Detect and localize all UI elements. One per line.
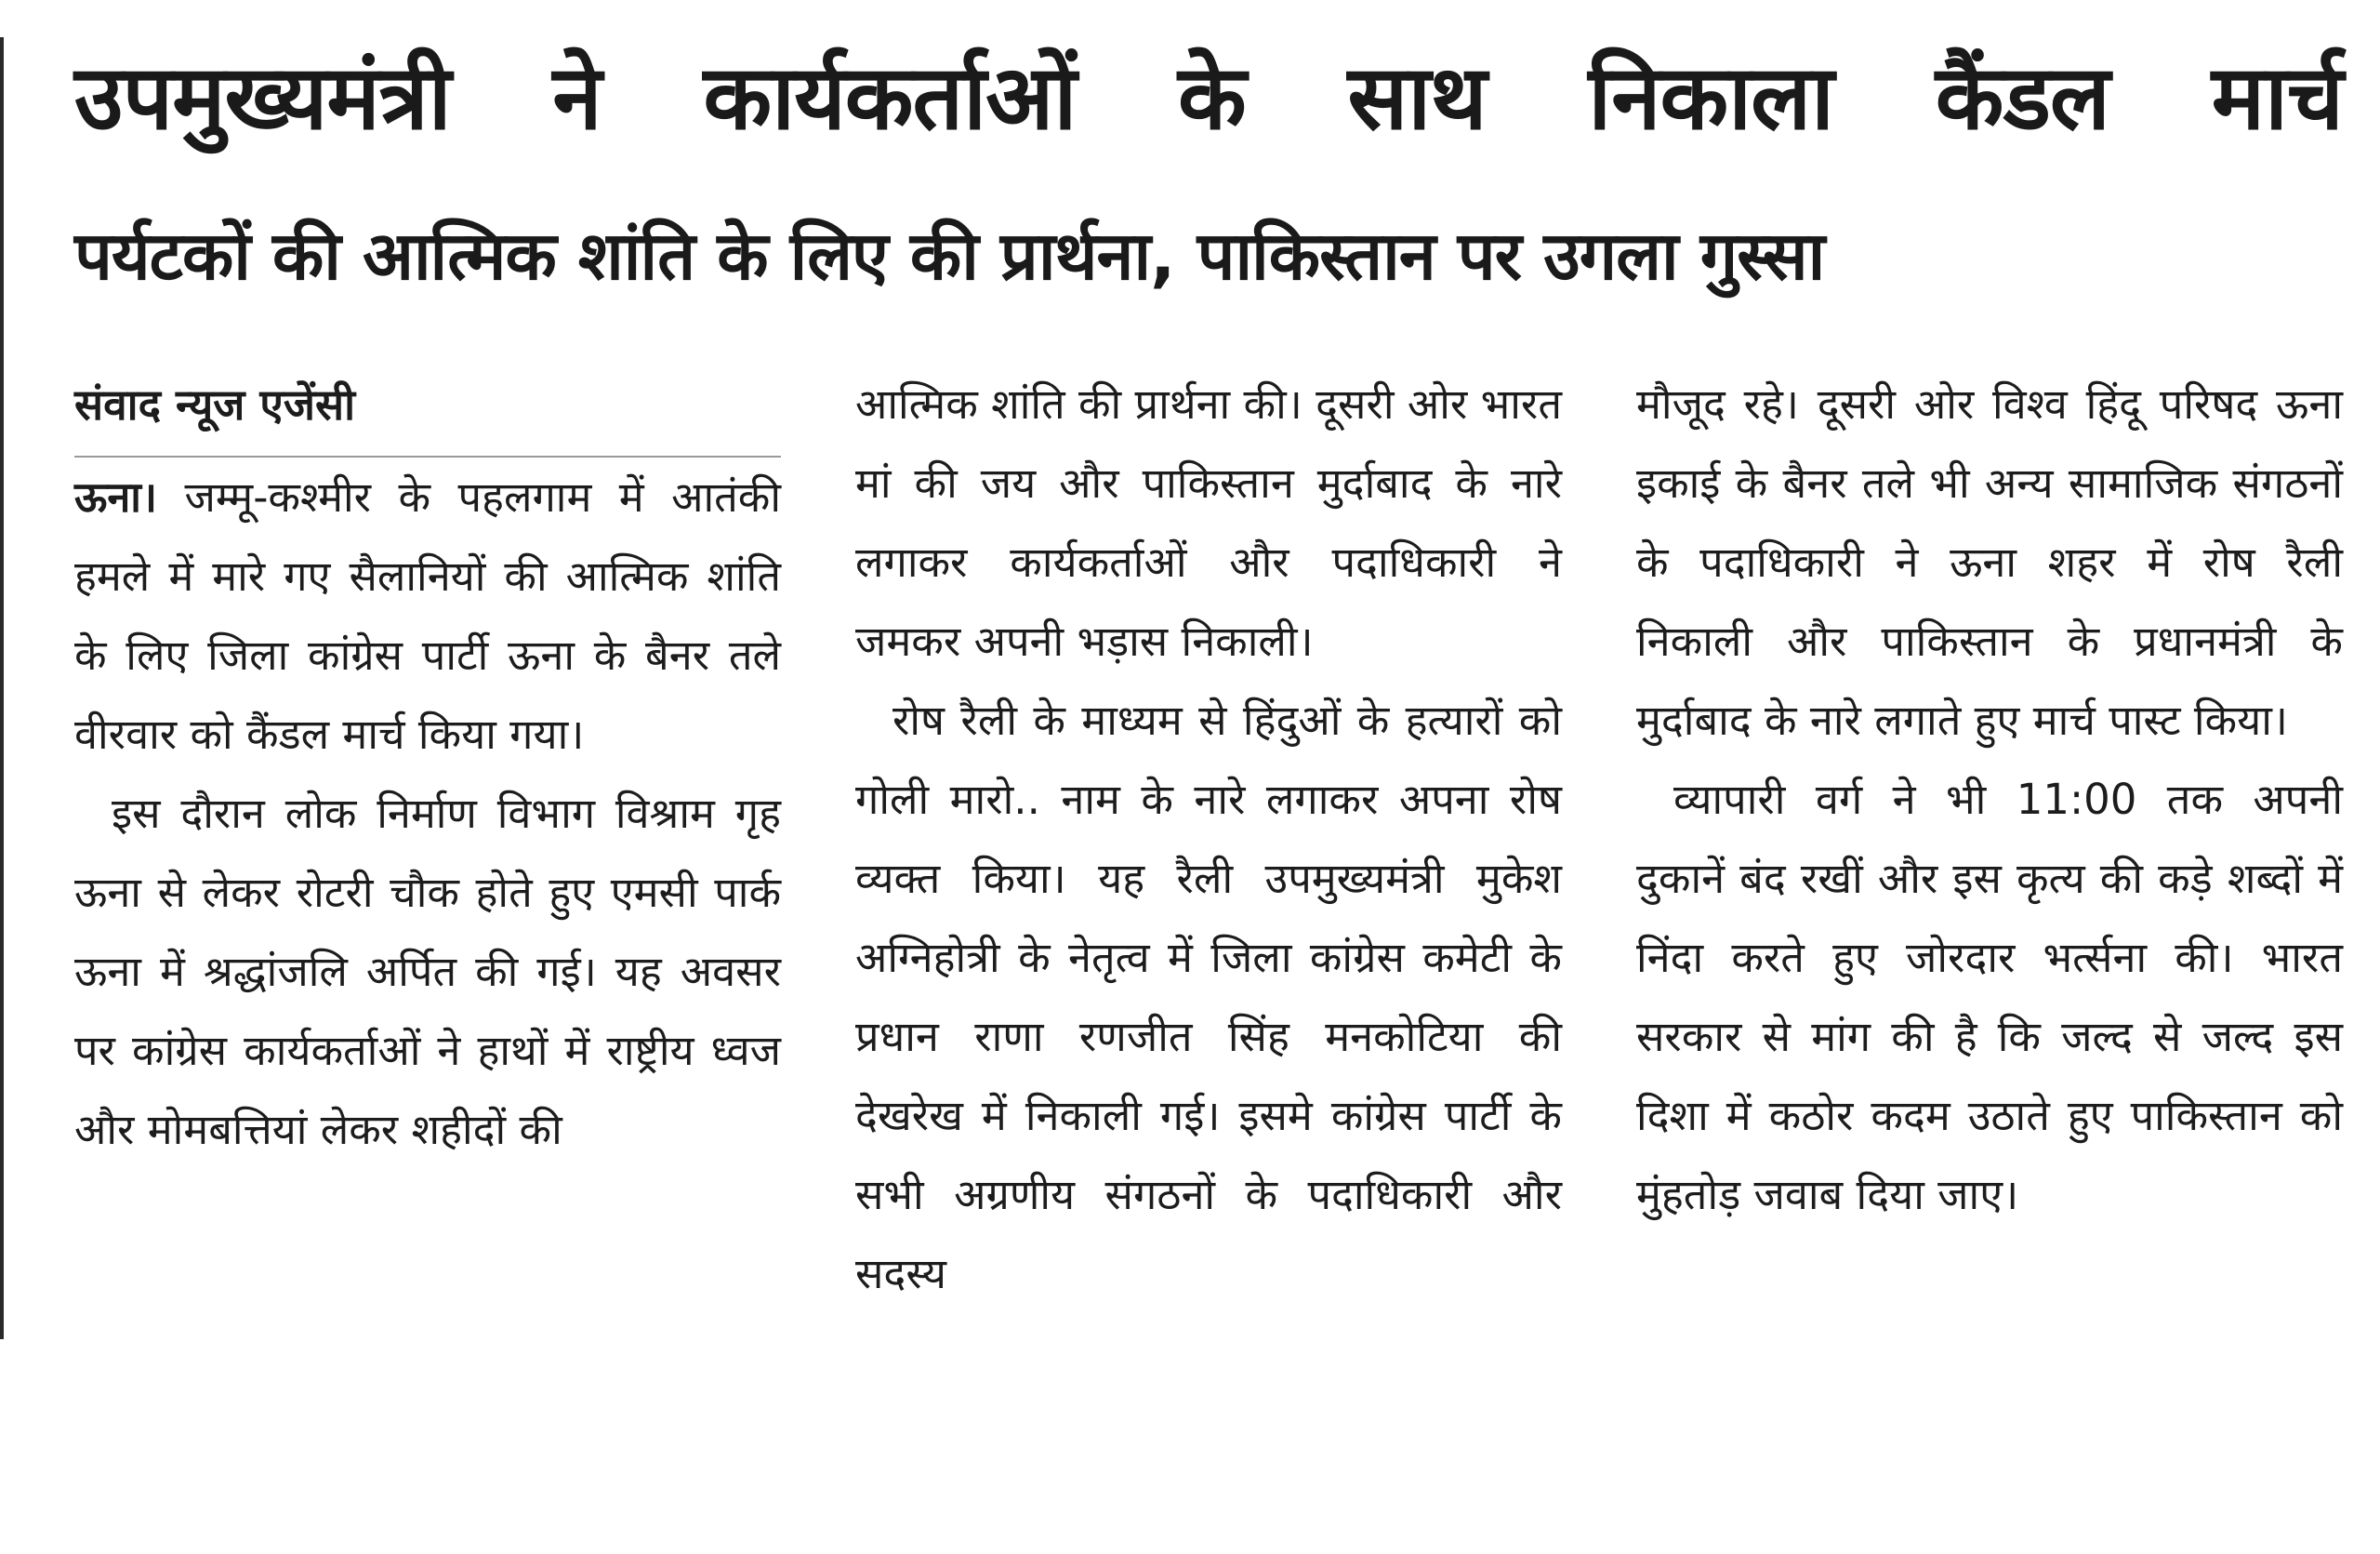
dateline: ऊना। <box>74 472 158 522</box>
paragraph-1-text: जम्मू-कश्मीर के पहलगाम में आतंकी हमले में मारे गए सैलानियों की आत्मिक शांति के लिए जिला कांग्रेस पार्टी ऊना के बैनर तले वीरवार को कैंडल मार्च किया गया। <box>74 472 781 759</box>
headline: उपमुख्यमंत्री ने कार्यकर्ताओं के साथ निकाला कैंडल मार्च <box>74 46 2343 150</box>
paragraph-4: रोष रैली के माध्यम से हिंदुओं के हत्यारों को गोली मारो.. नाम के नारे लगाकर अपना रोष व्यक्त किया। यह रैली उपमुख्यमंत्री मुकेश अग्निहोत्री के नेतृत्व में जिला कांग्रेस कमेटी के प्रधान राणा रणजीत सिंह मनकोटिया की देखरेख में निकाली गई। इसमे कांग्रेस पार्टी के सभी अग्रणीय संगठनों के पदाधिकारी और सदस्य <box>855 696 1562 1298</box>
paragraph-3: आत्मिक शांति की प्रार्थना की। दूसरी ओर भारत मां की जय और पाकिस्तान मुर्दाबाद के नारे लगाकर कार्यकर्ताओं और पदाधिकारी ने जमकर अपनी भड़ास निकाली। <box>855 379 1562 666</box>
paragraph-5: मौजूद रहे। दूसरी ओर विश्व हिंदू परिषद ऊना इकाई के बैनर तले भी अन्य सामाजिक संगठनों के पदाधिकारी ने ऊना शहर में रोष रैली निकाली और पाकिस्तान के प्रधानमंत्री के मुर्दाबाद के नारे लगाते हुए मार्च पास्ट किया। <box>1636 379 2343 745</box>
article-column-3 <box>1636 365 2343 1234</box>
article-column-2 <box>855 365 1562 1313</box>
article-column-1 <box>74 363 781 1169</box>
paragraph-1 <box>74 458 781 774</box>
paragraph-6: व्यापारी वर्ग ने भी 11:00 तक अपनी दुकानें बंद रखीं और इस कृत्य की कड़े शब्दों में निंदा करते हुए जोरदार भर्त्सना की। भारत सरकार से मांग की है कि जल्द से जल्द इस दिशा में कठोर कदम उठाते हुए पाकिस्तान को मुंहतोड़ जवाब दिया जाए। <box>1636 775 2344 1219</box>
paragraph-2: इस दौरान लोक निर्माण विभाग विश्राम गृह ऊना से लेकर रोटरी चौक होते हुए एमसी पार्क ऊना में श्रद्धांजलि अर्पित की गई। यह अवसर पर कांग्रेस कार्यकर्ताओं ने हाथों में राष्ट्रीय ध्वज और मोमबत्तियां लेकर शहीदों की <box>74 789 781 1154</box>
page-edge-rule <box>0 37 4 1339</box>
subheadline: पर्यटकों की आत्मिक शांति के लिए की प्रार्थना, पाकिस्तान पर उगला गुस्सा <box>74 217 1825 295</box>
byline: संवाद न्यूज एजेंसी <box>74 363 781 458</box>
